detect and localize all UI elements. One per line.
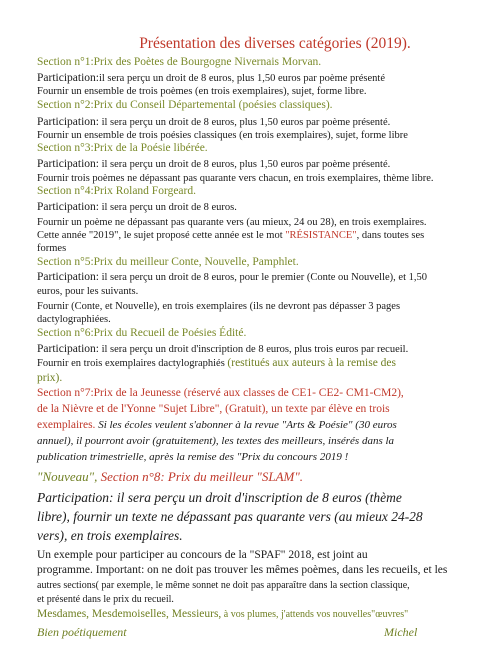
- section-8-line-2: libre), fournir un texte ne dépassant pas quarante vers (au mieux 24-28: [37, 509, 423, 524]
- footer-line-4: et présenté dans le prix du recueil.: [37, 594, 174, 605]
- participation-label: Participation:: [37, 72, 99, 84]
- page-title: Présentation des diverses catégories (2019).: [139, 35, 411, 52]
- footer-line-3: autres sections( par exemple, le même sonnet ne doit pas apparaître dans la section classique,: [37, 580, 410, 591]
- section-1-heading: Section n°1:Prix des Poètes de Bourgogne Nivernais Morvan.: [37, 56, 322, 68]
- section-7-line-2: de la Nièvre et de l'Yonne "Sujet Libre", (Gratuit), un texte par élève en trois: [37, 403, 390, 415]
- subject-word: "RÉSISTANCE": [285, 230, 357, 241]
- section-7-line-1: Section n°7:Prix de la Jeunesse (réservé aux classes de CE1- CE2- CM1-CM2),: [37, 387, 404, 399]
- section-4-participation: [37, 201, 237, 214]
- section-2-heading: Section n°2:Prix du Conseil Départemental (poésies classiques).: [37, 99, 333, 111]
- section-5-text-4: dactylographiées.: [37, 314, 111, 325]
- section-6-heading: Section n°6:Prix du Recueil de Poésies Édité.: [37, 327, 247, 339]
- section-8-heading: "Nouveau", Section n°8: Prix du meilleur "SLAM".: [37, 469, 304, 484]
- participation-text: il sera perçu un droit de 8 euros.: [98, 202, 237, 213]
- footer-line-1: Un exemple pour participer au concours de la "SPAF" 2018, est joint au: [37, 549, 368, 561]
- participation-label: Participation:: [37, 271, 99, 283]
- new-badge: "Nouveau",: [37, 469, 98, 484]
- section-4-subject: Cette année "2019", le sujet proposé cette année est le mot "RÉSISTANCE", dans toutes ses: [37, 230, 425, 241]
- section-1-participation: [37, 72, 385, 85]
- participation-text: il sera perçu un droit de 8 euros, pour le premier (Conte ou Nouvelle), et 1,50: [98, 272, 427, 283]
- section-4-heading: Section n°4:Prix Roland Forgeard.: [37, 185, 196, 197]
- section-3-heading: Section n°3:Prix de la Poésie libérée.: [37, 142, 208, 154]
- section-4-text: Fournir un poème ne dépassant pas quarante vers (au mieux, 24 ou 28), en trois exemplaires.: [37, 217, 427, 228]
- section-5-text-2: euros, pour les suivants.: [37, 286, 139, 297]
- participation-label: Participation:: [37, 158, 99, 170]
- footer-closing: Bien poétiquement: [37, 625, 127, 639]
- section-8-line-1: Participation: il sera perçu un droit d'inscription de 8 euros (thème: [37, 490, 402, 505]
- participation-label: Participation:: [37, 343, 99, 355]
- section-2-text: Fournir un ensemble de trois poésies classiques (en trois exemplaires), sujet, forme libre: [37, 130, 408, 141]
- section-6-text: Fournir en trois exemplaires dactylographiés (restitués aux auteurs à la remise des: [37, 357, 397, 369]
- section-7-line-5: publication trimestrielle, après la remise des "Prix du concours 2019 !: [37, 451, 349, 463]
- footer-line-2: programme. Important: on ne doit pas trouver les mêmes poèmes, dans les recueils, et les: [37, 564, 448, 576]
- participation-label: Participation:: [37, 116, 99, 128]
- participation-text: il sera perçu un droit de 8 euros, plus 1,50 euros par poème présenté: [98, 73, 386, 84]
- section-7-line-4: annuel), il pourront avoir (gratuitement), les textes des meilleurs, insérés dans la: [37, 435, 395, 447]
- footer-line-5: Mesdames, Mesdemoiselles, Messieurs, à vos plumes, j'attends vos nouvelles"œuvres": [37, 608, 409, 620]
- section-8-line-3: vers), en trois exemplaires.: [37, 528, 183, 543]
- section-5-participation: [37, 271, 427, 284]
- participation-text: il sera perçu un droit de 8 euros, plus 1,50 euros par poème présenté.: [98, 159, 391, 170]
- signature: Michel: [384, 625, 418, 639]
- section-5-text-3: Fournir (Conte, et Nouvelle), en trois exemplaires (ils ne devront pas dépasser 3 pages: [37, 301, 401, 312]
- section-3-participation: [37, 158, 390, 171]
- section-3-text: Fournir trois poèmes ne dépassant pas quarante vers chacun, en trois exemplaires, thème libre.: [37, 173, 434, 184]
- section-6-participation: [37, 343, 408, 356]
- participation-text: il sera perçu un droit d'inscription de 8 euros, plus trois euros par recueil.: [98, 344, 409, 355]
- section-1-text: Fournir un ensemble de trois poèmes (en trois exemplaires), sujet, forme libre.: [37, 86, 367, 97]
- participation-text: il sera perçu un droit de 8 euros, plus 1,50 euros par poème présenté.: [98, 117, 391, 128]
- section-6-text-end: prix).: [37, 372, 63, 384]
- section-4-text-end: formes: [37, 243, 67, 254]
- section-7-line-3: exemplaires. Si les écoles veulent s'abonner à la revue "Arts & Poésie" (30 euros: [37, 419, 397, 431]
- participation-label: Participation:: [37, 201, 99, 213]
- section-2-participation: [37, 116, 390, 129]
- section-5-heading: Section n°5:Prix du meilleur Conte, Nouvelle, Pamphlet.: [37, 256, 299, 268]
